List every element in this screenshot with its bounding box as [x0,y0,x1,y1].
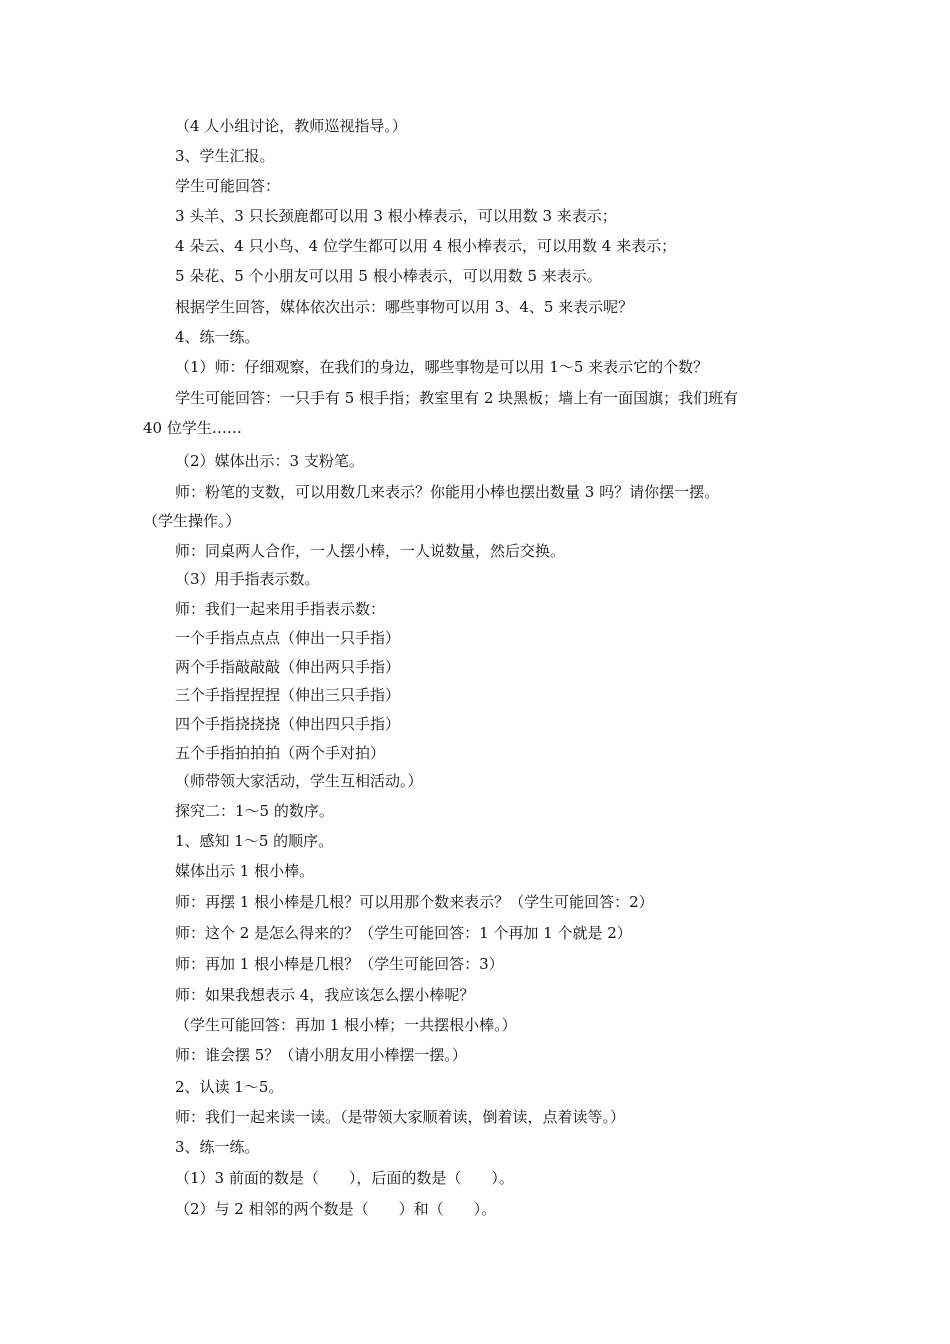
text-line: 师：再加 1 根小棒是几根？（学生可能回答：3） [175,955,504,973]
text-line: 4、练一练。 [175,328,260,346]
text-line: 师：我们一起来用手指表示数： [175,600,386,618]
text-line: 一个手指点点点（伸出一只手指） [175,629,401,647]
text-line: 师：粉笔的支数，可以用数几来表示？你能用小棒也摆出数量 3 吗？请你摆一摆。 [175,483,720,501]
text-line: 3、练一练。 [175,1138,260,1156]
text-line: （学生操作。） [143,512,241,530]
text-line: （2）媒体出示：3 支粉笔。 [175,452,364,470]
text-line: 学生可能回答： [175,177,281,195]
text-line: （师带领大家活动，学生互相活动。） [175,772,423,790]
text-line: 学生可能回答：一只手有 5 根手指；教室里有 2 块黑板；墙上有一面国旗；我们班有 [175,389,739,407]
text-line: 师：这个 2 是怎么得来的？（学生可能回答：1 个再加 1 个就是 2） [175,924,632,942]
text-line: 五个手指拍拍拍（两个手对拍） [175,744,386,762]
text-line: 师：同桌两人合作，一人摆小棒，一人说数量，然后交换。 [175,542,566,560]
text-line: 三个手指捏捏捏（伸出三只手指） [175,686,401,704]
text-line: 两个手指敲敲敲（伸出两只手指） [175,658,401,676]
text-line: 3 头羊、3 只长颈鹿都可以用 3 根小棒表示，可以用数 3 来表示； [175,207,617,225]
text-line: 师：再摆 1 根小棒是几根？可以用那个数来表示？（学生可能回答：2） [175,893,654,911]
text-line: （3）用手指表示数。 [175,570,320,588]
text-line: 探究二：1～5 的数序。 [175,802,334,820]
text-line: 40 位学生…… [143,419,242,437]
text-line: （1）师：仔细观察，在我们的身边，哪些事物是可以用 1～5 来表示它的个数？ [175,358,709,376]
text-line: 根据学生回答，媒体依次出示：哪些事物可以用 3、4、5 来表示呢？ [175,298,634,316]
text-line: 师：我们一起来读一读。（是带领大家顺着读，倒着读，点着读等。） [175,1108,626,1126]
text-line: 1、感知 1～5 的顺序。 [175,832,334,850]
text-line: 媒体出示 1 根小棒。 [175,862,315,880]
text-line: 2、认读 1～5。 [175,1078,284,1096]
text-line: 师：如果我想表示 4，我应该怎么摆小棒呢？ [175,986,475,1004]
text-line: （2）与 2 相邻的两个数是（ ）和（ ）。 [175,1200,497,1218]
text-line: （1）3 前面的数是（ ），后面的数是（ ）。 [175,1169,514,1187]
text-line: （4 人小组讨论，教师巡视指导。） [175,117,407,135]
text-line: 3、学生汇报。 [175,147,275,165]
text-line: 师：谁会摆 5？（请小朋友用小棒摆一摆。） [175,1046,467,1064]
text-line: 5 朵花、5 个小朋友可以用 5 根小棒表示，可以用数 5 来表示。 [175,267,602,285]
text-line: （学生可能回答：再加 1 根小棒；一共摆根小棒。） [175,1016,517,1034]
text-line: 四个手指挠挠挠（伸出四只手指） [175,715,401,733]
text-line: 4 朵云、4 只小鸟、4 位学生都可以用 4 根小棒表示，可以用数 4 来表示； [175,237,677,255]
